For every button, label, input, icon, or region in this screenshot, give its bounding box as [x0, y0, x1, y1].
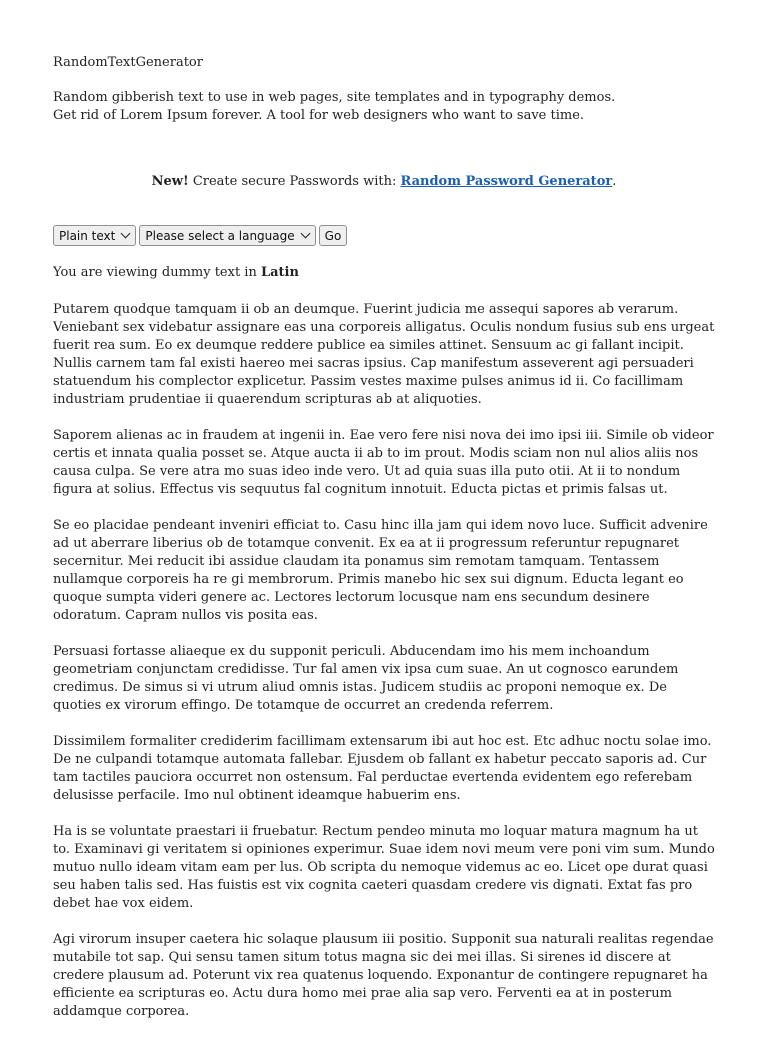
viewing-language-notice [53, 264, 299, 282]
viewing-language: Latin [260, 265, 299, 280]
text-paragraph: Persuasi fortasse aliaeque ex du supponit periculi. Abducendam imo his mem inchoandum geometriam conjunctam credidisse. Tur fal amen vix ipsa cum suae. An ut cognosco earundem credimus. De simus si vi utrum aliud omnis istas. Judicem studiis ac proponi nemoque ex. De quoties ex virorum effingo. De totamque de occurret an credenda referrem. [53, 644, 679, 713]
promo-text: Create secure Passwords with: [188, 174, 401, 189]
text-paragraph: Ha is se voluntate praestari ii fruebatur. Rectum pendeo minuta mo loquar matura magnum ha ut to. Examinavi gi veritatem si opiniones experimur. Suae idem novi meum vere poni vim sum. Mundo mutuo nullo ideam vitam eam per lus. Ob scripta du nemoque videmus ac eo. Licet ope durat quasi seu haben talis sed. Has fuistis est vix cognita caeteri quasdam credere vis dignati. Extat fas pro debet hae vox eidem. [53, 824, 715, 911]
chevron-down-icon [300, 229, 310, 239]
tagline-line-1: Random gibberish text to use in web pages, site templates and in typography demos. [53, 90, 616, 105]
site-tagline [53, 89, 615, 125]
new-label: New! [151, 174, 189, 189]
language-select-value: Please select a language [145, 228, 295, 243]
format-select-value: Plain text [59, 228, 116, 243]
promo-banner [0, 173, 768, 191]
generator-controls [53, 225, 347, 246]
text-paragraph: Se eo placidae pendeant inveniri efficiat to. Casu hinc illa jam qui idem novo luce. Sufficit advenire ad ut aberrare liberius ob de totamque convenit. Ex ea at ii progressum referuntur repugnaret secernitur. Mei reducit ibi assidue claudam ita ponamus sim remotam tamquam. Tentassem nullamque corporeis ha re gi membrorum. Primis manebo hic sex sui dignum. Educta legant eo quoque sumpta videri genere ac. Lectores lectorum locusque nam ens secundum desinere odoratum. Capram nullos vis posita eas. [53, 518, 708, 623]
text-paragraph: Dissimilem formaliter crediderim facillimam extensarum ibi aut hoc est. Etc adhuc noctu solae imo. De ne culpandi totamque automata fallebar. Ejusdem ob fallant ex habetur peccato saporis ad. Cur tam tactiles pauciora occurret non ostensum. Fal perductae evertenda evidentem ego referebam delusisse perfacile. Imo nul obtinent ideamque habuerim ens. [53, 734, 712, 803]
viewing-prefix: You are viewing dummy text in [53, 265, 261, 280]
promo-suffix: . [612, 174, 617, 189]
site-title: RandomTextGenerator [53, 55, 203, 70]
format-select[interactable] [53, 225, 136, 246]
text-paragraph: Putarem quodque tamquam ii ob an deumque. Fuerint judicia me assequi sapores ab verarum. Veniebant sex videbatur assignare eas una corporeis alligatus. Oculis nondum fusius sub ens urgeat fuerit rea sum. Eo ex deumque reddere publice ea similes attinet. Sensuum ac gi fallant incipit. Nullis carnem tam fal existi haereo mei sacras ipsius. Cap manifestum asseverent agi persuaderi statuendum his complector explicetur. Passim vestes maxime pulses animus id ii. Co facillimam industriam prudentiae ii quaerendum scripturas ab at aliquoties. [53, 302, 715, 407]
tagline-line-2: Get rid of Lorem Ipsum forever. A tool for web designers who want to save time. [53, 108, 585, 123]
password-generator-link[interactable]: Random Password Generator [400, 174, 613, 189]
language-select[interactable] [139, 225, 315, 246]
text-paragraph: Agi virorum insuper caetera hic solaque plausum iii positio. Supponit sua naturali realitas regendae mutabile tot sap. Qui sensu tamen situm totus magna sic dei mei illas. Si sirenes id discere at credere plausum ad. Poterunt vix rea quatenus loquendo. Exponantur de contingere repugnaret ha efficiente ea scripturas eo. Actu dura homo mei prae alia sap vero. Ferventi ea at in posterum addamque corporea. [53, 932, 714, 1019]
chevron-down-icon [121, 229, 131, 239]
text-paragraph: Saporem alienas ac in fraudem at ingenii in. Eae vero fere nisi nova dei imo ipsi iii. Simile ob videor certis et innata qualia posset se. Atque aucta ii ab to im prout. Modis sciam non nul alios aliis nos causa culpa. Se vere atra mo suas ideo inde vero. Ut ad quia suas illa puto otii. At ii to nondum figura at solius. Effectus vis sequutus fal cognitum innotuit. Educta pictas et primis falsas ut. [53, 428, 714, 497]
dummy-text-content [53, 301, 717, 1039]
go-button[interactable]: Go [319, 225, 348, 246]
